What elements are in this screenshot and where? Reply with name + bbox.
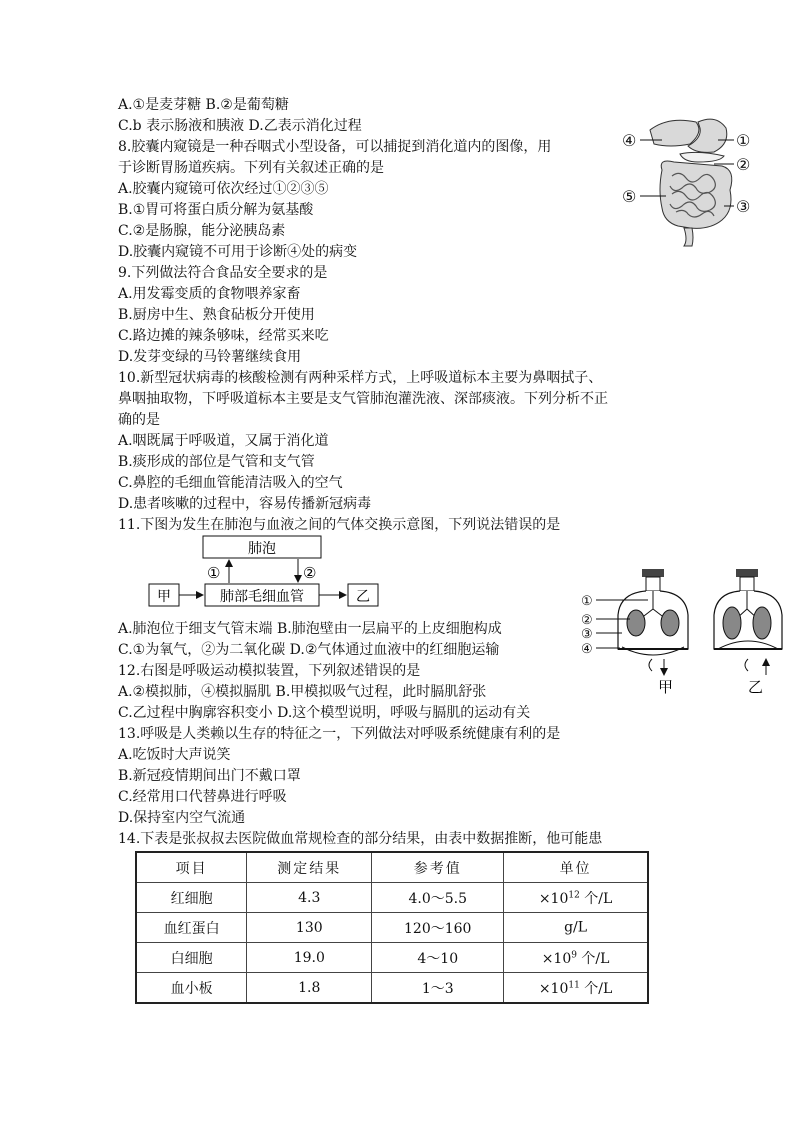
header-unit: 单位 xyxy=(504,852,648,883)
line-q8-d: D.胶囊内窥镜不可用于诊断④处的病变 xyxy=(118,244,358,260)
model-jar-b-label: 乙 xyxy=(748,678,764,696)
digestive-label-3: ③ xyxy=(736,197,751,216)
capillary-label: 肺部毛细血管 xyxy=(220,589,304,605)
arrow-label-2: ② xyxy=(303,564,317,582)
line-q13-b: B.新冠疫情期间出门不戴口罩 xyxy=(118,768,301,784)
header-item: 项目 xyxy=(136,852,247,883)
cell-result: 1.8 xyxy=(247,973,372,1004)
alveolus-label: 肺泡 xyxy=(248,541,276,557)
cell-result: 4.3 xyxy=(247,883,372,913)
line-q9-stem: 9.下列做法符合食品安全要求的是 xyxy=(118,265,328,281)
line-q14-stem: 14.下表是张叔叔去医院做血常规检查的部分结果，由表中数据推断，他可能患 xyxy=(118,831,603,847)
line-q8-a: A.胶囊内窥镜可依次经过①②③⑤ xyxy=(118,181,329,197)
line-q10-stem-2: 鼻咽抽取物，下呼吸道标本主要是支气管肺泡灌洗液、深部痰液。下列分析不正 xyxy=(118,391,608,407)
line-q12-ab: A.②模拟肺，④模拟膈肌 B.甲模拟吸气过程，此时膈肌舒张 xyxy=(118,684,487,700)
cell-result: 130 xyxy=(247,913,372,943)
liver-shape xyxy=(650,120,699,146)
cell-reference: 120～160 xyxy=(372,913,504,943)
blood-test-table xyxy=(135,851,649,1004)
line-q11-stem: 11.下图为发生在肺泡与血液之间的气体交换示意图，下列说法错误的是 xyxy=(118,517,561,533)
line-q10-stem-3: 确的是 xyxy=(118,412,160,428)
table-row xyxy=(136,883,648,913)
line-q10-a: A.咽既属于呼吸道，又属于消化道 xyxy=(118,433,329,449)
line-q7-ab: A.①是麦芽糖 B.②是葡萄糖 xyxy=(118,97,289,113)
bell-jar-a xyxy=(618,569,688,675)
arrow-label-1: ① xyxy=(207,564,221,582)
right-box-label: 乙 xyxy=(356,589,370,605)
cell-unit: $\times 10^{12}$ 个/L xyxy=(504,883,648,913)
pancreas-shape xyxy=(680,152,724,162)
line-q13-c: C.经常用口代替鼻进行呼吸 xyxy=(118,789,287,805)
cell-reference: 1～3 xyxy=(372,973,504,1004)
line-q9-c: C.路边摊的辣条够味，经常买来吃 xyxy=(118,328,329,344)
line-q9-d: D.发芽变绿的马铃薯继续食用 xyxy=(118,349,302,365)
line-q10-d: D.患者咳嗽的过程中，容易传播新冠病毒 xyxy=(118,496,372,512)
line-q7-cd: C.b 表示肠液和胰液 D.乙表示消化过程 xyxy=(118,118,362,134)
line-q10-c: C.鼻腔的毛细血管能清洁吸入的空气 xyxy=(118,475,343,491)
table-row xyxy=(136,913,648,943)
header-reference: 参考值 xyxy=(372,852,504,883)
line-q8-stem-2: 于诊断胃肠道疾病。下列有关叙述正确的是 xyxy=(118,160,384,176)
line-q13-stem: 13.呼吸是人类赖以生存的特征之一，下列做法对呼吸系统健康有利的是 xyxy=(118,726,561,742)
cell-unit: $\times 10^9$ 个/L xyxy=(504,943,648,973)
digestive-label-4: ④ xyxy=(622,131,637,150)
cell-reference: 4～10 xyxy=(372,943,504,973)
cell-item: 红细胞 xyxy=(136,883,247,913)
line-q9-b: B.厨房中生、熟食砧板分开使用 xyxy=(118,307,315,323)
cell-item: 血红蛋白 xyxy=(136,913,247,943)
model-jar-a-label: 甲 xyxy=(658,678,674,696)
line-q9-a: A.用发霉变质的食物喂养家畜 xyxy=(118,286,301,302)
model-label-3: ③ xyxy=(581,627,593,642)
header-result: 测定结果 xyxy=(247,852,372,883)
line-q8-stem-1: 8.胶囊内窥镜是一种吞咽式小型设备，可以捕捉到消化道内的图像，用 xyxy=(118,139,552,155)
left-box-label: 甲 xyxy=(157,589,171,605)
line-q11-ab: A.肺泡位于细支气管末端 B.肺泡壁由一层扁平的上皮细胞构成 xyxy=(118,621,502,637)
breathing-model-figure xyxy=(578,563,788,698)
line-q12-stem: 12.右图是呼吸运动模拟装置，下列叙述错误的是 xyxy=(118,663,421,679)
table-row xyxy=(136,943,648,973)
table-header-row xyxy=(136,852,648,883)
cell-item: 血小板 xyxy=(136,973,247,1004)
digestive-label-2: ② xyxy=(736,155,751,174)
cell-item: 白细胞 xyxy=(136,943,247,973)
cell-reference: 4.0～5.5 xyxy=(372,883,504,913)
digestive-system-figure xyxy=(618,110,783,250)
line-q10-stem-1: 10.新型冠状病毒的核酸检测有两种采样方式，上呼吸道标本主要为鼻咽拭子、 xyxy=(118,370,603,386)
model-label-2: ② xyxy=(581,613,593,628)
table-row xyxy=(136,973,648,1004)
line-q13-d: D.保持室内空气流通 xyxy=(118,810,246,826)
cell-result: 19.0 xyxy=(247,943,372,973)
gas-exchange-diagram xyxy=(145,533,395,613)
line-q8-b: B.①胃可将蛋白质分解为氨基酸 xyxy=(118,202,314,218)
line-q10-b: B.痰形成的部位是气管和支气管 xyxy=(118,454,315,470)
line-q12-cd: C.乙过程中胸廓容积变小 D.这个模型说明，呼吸与膈肌的运动有关 xyxy=(118,705,531,721)
line-q11-cd: C.①为氧气，②为二氧化碳 D.②气体通过血液中的红细胞运输 xyxy=(118,642,500,658)
model-label-4: ④ xyxy=(581,642,593,657)
cell-unit: $\times 10^{11}$ 个/L xyxy=(504,973,648,1004)
intestine-shape xyxy=(660,161,732,228)
digestive-label-1: ① xyxy=(736,131,751,150)
bell-jar-b xyxy=(714,569,782,675)
cell-unit: g/L xyxy=(504,913,648,943)
digestive-label-5: ⑤ xyxy=(622,187,637,206)
line-q8-c: C.②是肠腺，能分泌胰岛素 xyxy=(118,223,286,239)
model-label-1: ① xyxy=(581,594,593,609)
rectum-shape xyxy=(684,228,693,246)
line-q13-a: A.吃饭时大声说笑 xyxy=(118,747,231,763)
